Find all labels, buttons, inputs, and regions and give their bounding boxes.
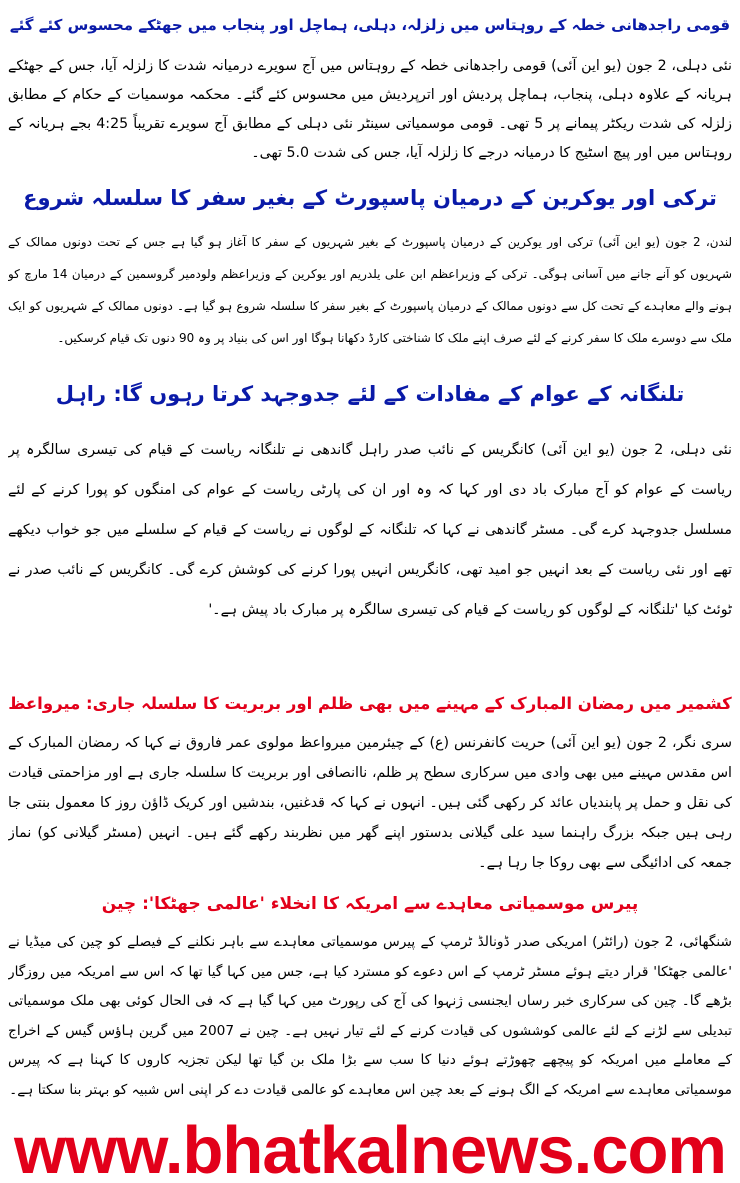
article-earthquake-body: نئی دہلی، 2 جون (یو این آئی) قومی راجدھانی خطہ کے روہتاس میں آج سویرے درمیانہ شدت کا زلزلہ آیا، جس کے جھٹکے ہریانہ کے علاوہ دہلی، پنجاب، ہماچل پردیش اور اترپردیش میں محسوس کئے گئے۔ محکمہ موسمیات کے حکام کے مطابق زلزلہ کی شدت ریکٹر پیمانے پر 5 تھی۔ قومی موسمیاتی سینٹر نئی دہلی کے مطابق آج سویرے تقریباً 4:25 بجے ہریانہ کے روہتاس میں اور پیچ اسٹیج کا درمیانہ درجے کا زلزلہ آیا، جس کی شدت 5.0 تھی۔ bbox=[8, 58, 732, 161]
headline-telangana: تلنگانہ کے عوام کے مفادات کے لئے جدوجہد کرتا رہوں گا: راہل bbox=[55, 382, 685, 406]
headline-turkey-ukraine: ترکی اور یوکرین کے درمیان پاسپورٹ کے بغیر سفر کا سلسلہ شروع bbox=[23, 186, 717, 210]
website-url-footer[interactable]: www.bhatkalnews.com bbox=[14, 1118, 726, 1183]
article-kashmir-body: سری نگر، 2 جون (یو این آئی) حریت کانفرنس (ع) کے چیئرمین میرواعظ مولوی عمر فاروق نے کہا کہ رمضان المبارک کے اس مقدس مہینے میں بھی وادی میں سرکاری سطح پر ظلم، ناانصافی اور بربریت کا سلسلہ جاری ہے اور مزاحمتی قیادت کی نقل و حمل پر پابندیاں عائد کر رکھی گئی ہیں۔ انہوں نے کہا کہ قدغنیں، بندشیں اور کریک ڈاؤن روز کا معمول بنتی جا رہی ہیں جبکہ بزرگ راہنما سید علی گیلانی بدستور اپنے گھر میں نظربند رکھے گئے ہیں۔ انہیں (مسٹر گیلانی کو) نماز جمعہ کی ادائیگی سے بھی روکا جا رہا ہے۔ bbox=[8, 735, 732, 871]
headline-kashmir: کشمیر میں رمضان المبارک کے مہینے میں بھی ظلم اور بربریت کا سلسلہ جاری: میرواعظ bbox=[8, 694, 732, 713]
article-telangana-body: نئی دہلی، 2 جون (یو این آئی) کانگریس کے نائب صدر راہل گاندھی نے تلنگانہ ریاست کے قیام کی تیسری سالگرہ پر ریاست کے عوام کو آج مبارک باد دی اور کہا کہ وہ اور ان کی پارٹی ریاست کے عوام کی امنگوں کو پورا کرنے کے لئے مسلسل جدوجہد کرے گی۔ مسٹر گاندھی نے کہا کہ تلنگانہ کے لوگوں نے ریاست کے قیام کے سلسلے میں جو خواب دیکھے تھے اور نئی ریاست کے بعد انہیں جو امید تھی، کانگریس انہیں پورا کرنے کی کوشش کرے گی۔ کانگریس کے نائب صدر نے ٹوئٹ کیا 'تلنگانہ کے لوگوں کو ریاست کے قیام کی تیسری سالگرہ پر مبارک باد پیش ہے۔' bbox=[8, 442, 732, 618]
headline-paris-climate: پیرس موسمیاتی معاہدے سے امریکہ کا انخلاء 'عالمی جھٹکا': چین bbox=[101, 894, 639, 914]
headline-earthquake: قومی راجدھانی خطہ کے روہتاس میں زلزلہ، دہلی، ہماچل اور پنجاب میں جھٹکے محسوس کئے گئے bbox=[9, 16, 731, 34]
article-turkey-ukraine-body: لندن، 2 جون (یو این آئی) ترکی اور یوکرین کے درمیان پاسپورٹ کے بغیر شہریوں کے سفر کا آغاز ہو گیا ہے جس کے تحت دونوں ممالک کے شہریوں کو آنے جانے میں آسانی ہوگی۔ ترکی کے وزیراعظم ابن علی یلدریم اور یوکرین کے وزیراعظم ولودمیر گروسمین کے درمیان 14 مارچ کو ہونے والے معاہدے کے تحت کل سے دونوں ممالک کے درمیان پاسپورٹ کے بغیر سفر کا سلسلہ شروع ہو گیا ہے۔ دونوں ممالک کے شہریوں کو ایک ملک سے دوسرے ملک کا سفر کرنے کے لئے صرف اپنے ملک کا شناختی کارڈ دکھانا ہوگا اور اس کی بنیاد پر وہ 90 دنوں تک قیام کرسکیں۔ bbox=[8, 235, 732, 345]
article-paris-climate-body: شنگھائی، 2 جون (رائٹر) امریکی صدر ڈونالڈ ٹرمپ کے پیرس موسمیاتی معاہدے سے باہر نکلنے کے فیصلے کو چین کی میڈیا نے 'عالمی جھٹکا' قرار دیتے ہوئے مسٹر ٹرمپ کے اس دعوے کو مسترد کیا ہے، جس میں کہا گیا تھا کہ اس سے امریکہ میں روزگار بڑھے گا۔ چین کی سرکاری خبر رساں ایجنسی ژنہوا کی آج کی رپورٹ میں کہا گیا ہے کہ فی الحال کوئی بھی ملک موسمیاتی تبدیلی سے لڑنے کے لئے عالمی کوششوں کی قیادت کرنے کے لئے تیار نہیں ہے۔ چین نے 2007 میں گرین ہاؤس گیس کے اخراج کے معاملے میں امریکہ کو پیچھے چھوڑتے ہوئے دنیا کا سب سے بڑا ملک بن گیا تھا لیکن تجزیہ کاروں کا کہنا ہے کہ پیرس موسمیاتی معاہدے سے امریکہ کے الگ ہونے کے بعد چین اس معاہدے کو عالمی قیادت دے کر اپنی اس شبیہ کو بہتر بنا سکتا ہے۔ bbox=[8, 934, 732, 1098]
